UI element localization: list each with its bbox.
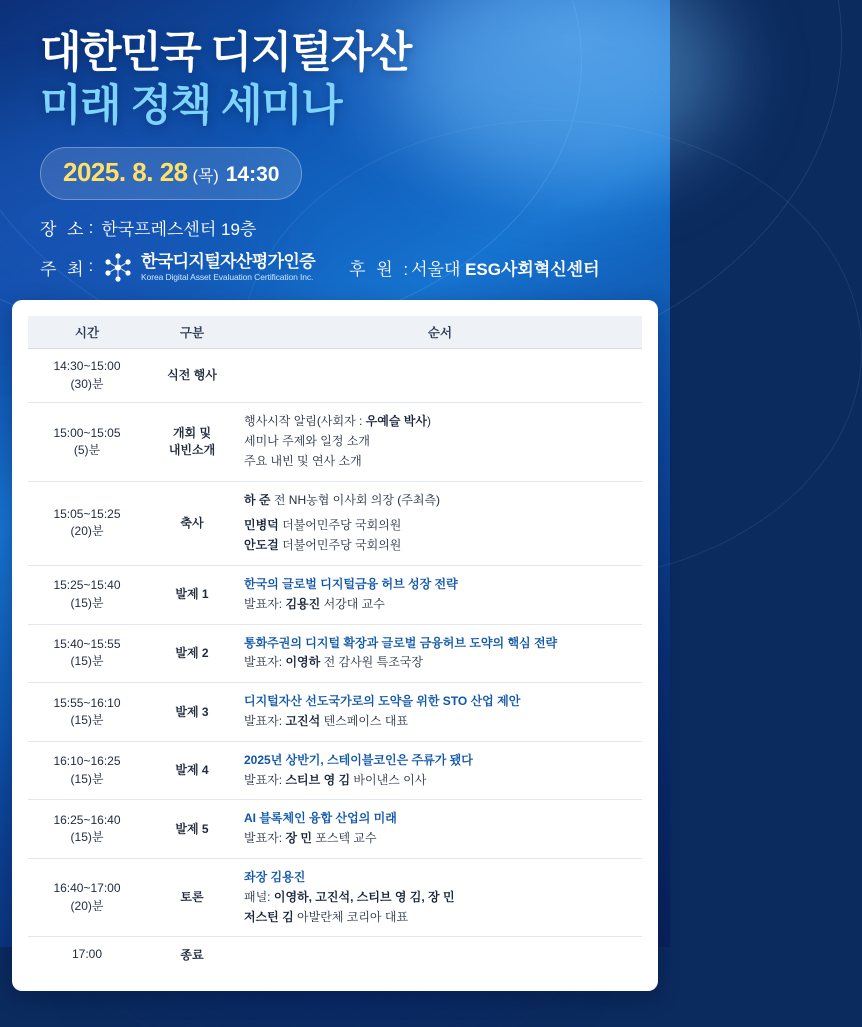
time-range: 15:55~16:10 [53,695,121,710]
person-name: 이영하, 고진석, 스티브 영 김, 장 민 [273,889,455,904]
time-range: 16:40~17:00 [53,881,121,896]
type-line: 종료 [180,947,204,962]
column-header-time: 시간 [28,316,146,349]
cell-order [238,741,642,800]
type-line: 개회 및 [172,426,212,441]
time-range: 16:10~16:25 [53,754,121,769]
time-duration: (15)분 [70,654,104,669]
cell-order [238,566,642,625]
sponsor-name: ESG사회혁신센터 [465,259,600,279]
cell-order [238,683,642,742]
time-range: 15:05~15:25 [53,506,121,521]
table-row [28,566,642,625]
cell-time [28,859,146,937]
cell-time [28,403,146,481]
poster-title [40,0,630,131]
table-row [28,683,642,742]
order-line [244,888,636,908]
order-line [244,516,636,536]
table-row [28,937,642,973]
cell-order [238,349,642,403]
cell-type [146,937,238,973]
person-name: 우예슬 박사 [365,414,427,429]
date-badge [40,147,302,200]
host-label: 주 최 [40,259,87,279]
column-header-type: 구분 [146,316,238,349]
type-line: 발제 5 [175,821,209,836]
order-line [244,908,636,928]
session-title: AI 블록체인 융합 산업의 미래 [244,811,397,826]
date-time: 14:30 [225,163,280,187]
order-text: 발표자: [244,831,286,846]
time-range: 17:00 [71,947,103,962]
order-line [244,452,636,472]
schedule-body [28,349,642,973]
venue-row [40,215,630,240]
table-row [28,741,642,800]
cell-time [28,566,146,625]
time-duration: (15)분 [70,771,104,786]
column-header-order: 순서 [238,316,642,349]
title-line-1: 대한민국 디지털자산 [40,29,411,77]
order-line [244,575,636,595]
host-row [40,250,630,284]
schedule-table [28,316,642,972]
time-range: 16:25~16:40 [53,812,121,827]
time-range: 15:00~15:05 [53,425,121,440]
cell-type [146,481,238,565]
sponsor-label: 후 원 : [349,259,412,279]
order-text: 발표자: [244,772,286,787]
person-name: 김용진 [285,596,321,611]
cell-type [146,566,238,625]
session-title: 2025년 상반기, 스테이블코인은 주류가 됐다 [244,752,473,767]
order-text: 패널: [244,889,274,904]
order-line [244,412,636,432]
session-title: 한국의 글로벌 디지털금융 허브 성장 전략 [244,577,458,592]
cell-order [238,859,642,937]
date-weekday: (목) [192,168,219,186]
order-text: 주요 내빈 및 연사 소개 [244,453,362,468]
order-text: 더불어민주당 국회의원 [278,518,402,533]
cell-time [28,624,146,683]
type-line: 발제 2 [175,646,209,661]
schedule-header-row [28,316,642,349]
time-duration: (20)분 [70,524,104,539]
venue-value: 한국프레스센터 19층 [101,220,257,240]
person-name: 스티브 영 김 [285,772,351,787]
order-text-tail: 포스텍 교수 [311,831,377,846]
session-title: 통화주권의 디지털 확장과 글로벌 금융허브 도약의 핵심 전략 [244,635,558,650]
type-line: 식전 행사 [167,368,217,383]
host-colon: : [88,258,94,276]
table-row [28,349,642,403]
sponsor-prefix: 서울대 [411,259,466,279]
order-text-tail: 바이낸스 이사 [350,772,427,787]
venue-label: 장 소 [40,220,87,240]
order-line [244,868,636,888]
order-text: 행사시작 알림(사회자 : [244,414,366,429]
time-duration: (30)분 [70,376,104,391]
person-name: 이영하 [285,655,321,670]
cell-time [28,349,146,403]
order-line [244,432,636,452]
order-text: 더불어민주당 국회의원 [278,538,402,553]
order-text: 발표자: [244,596,286,611]
session-title: 좌장 김용진 [244,870,306,884]
cell-order [238,403,642,481]
order-text-tail: 서강대 교수 [320,596,385,611]
order-line [244,692,636,712]
cell-order [238,624,642,683]
order-line [244,771,636,791]
cell-order [238,800,642,859]
time-duration: (15)분 [70,595,104,610]
order-text: 발표자: [244,714,286,729]
order-line [244,536,636,556]
order-text-tail: ) [426,414,431,429]
sponsor-block [349,255,599,280]
person-name: 안도걸 [244,538,279,553]
person-name: 하 준 [244,492,271,507]
cell-type [146,741,238,800]
order-text-tail: 텐스페이스 대표 [320,714,409,729]
cell-order [238,937,642,973]
venue-colon: : [88,217,94,237]
cell-time [28,800,146,859]
host-name-korean: 한국디지털자산평가인증 [141,252,316,272]
cell-time [28,937,146,973]
order-line [244,491,636,511]
time-duration: (15)분 [70,830,104,845]
order-line [244,809,636,829]
cell-type [146,859,238,937]
host-logo-icon [101,250,135,284]
order-line [244,595,636,615]
time-duration: (20)분 [70,898,104,913]
person-name: 저스틴 김 [244,909,294,924]
time-duration: (15)분 [70,713,104,728]
table-row [28,481,642,565]
cell-order [238,481,642,565]
order-text-tail: 전 감사원 특조국장 [320,655,423,670]
table-row [28,800,642,859]
cell-type [146,349,238,403]
person-name: 고진석 [285,714,321,729]
host-name-english: Korea Digital Asset Evaluation Certification Inc. [141,272,314,283]
cell-type [146,800,238,859]
cell-type [146,624,238,683]
type-line: 발제 1 [175,587,209,602]
poster-content [0,0,670,284]
type-line: 토론 [180,890,204,905]
date-value: 2025. 8. 28 [63,157,188,188]
order-line [244,653,636,673]
person-name: 장 민 [285,831,312,846]
cell-time [28,683,146,742]
order-text: 아발란체 코리아 대표 [293,909,409,924]
cell-time [28,741,146,800]
table-row [28,624,642,683]
time-range: 15:25~15:40 [53,578,121,593]
order-text: 세미나 주제와 일정 소개 [244,434,370,449]
type-line: 발제 3 [175,704,209,719]
order-text: 발표자: [244,655,286,670]
table-row [28,403,642,481]
order-line [244,634,636,654]
session-title: 디지털자산 선도국가로의 도약을 위한 STO 산업 제안 [244,694,521,709]
host-name-block [141,252,315,283]
schedule-card [12,300,658,990]
time-range: 14:30~15:00 [53,359,121,374]
order-text: 전 NH농협 이사회 의장 (주최측) [270,492,441,507]
title-line-2: 미래 정책 세미나 [40,81,342,130]
time-range: 15:40~15:55 [53,637,121,652]
time-duration: (5)분 [73,442,101,457]
type-line: 내빈소개 [168,442,216,457]
cell-time [28,481,146,565]
cell-type [146,403,238,481]
cell-type [146,683,238,742]
type-line: 축사 [180,515,204,530]
order-line [244,751,636,771]
order-line [244,829,636,849]
person-name: 민병덕 [244,518,279,533]
type-line: 발제 4 [175,763,209,778]
table-row [28,859,642,937]
order-line [244,712,636,732]
